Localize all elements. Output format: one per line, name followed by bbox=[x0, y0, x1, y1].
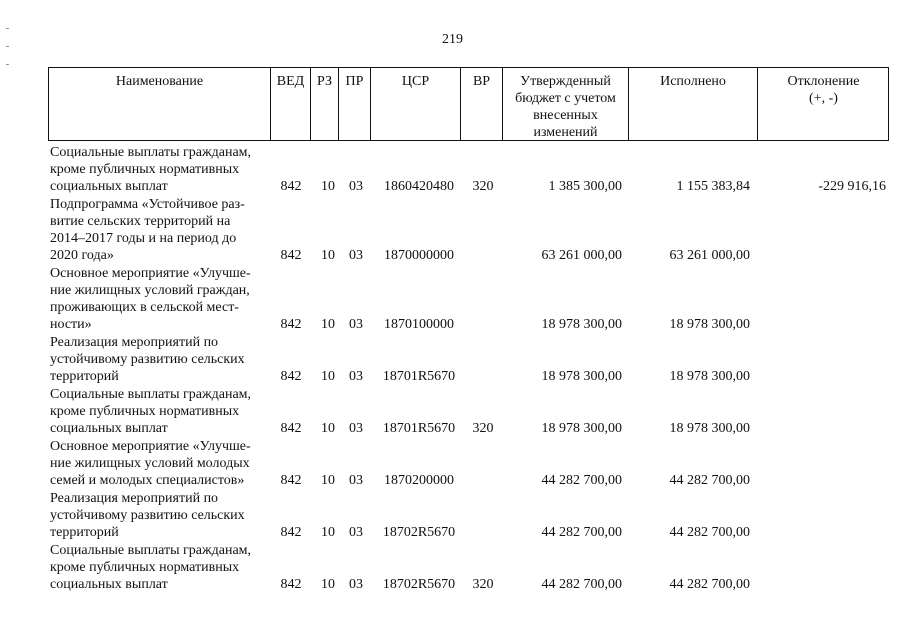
table-row bbox=[48, 542, 889, 593]
row-ved: 842 bbox=[280, 369, 302, 384]
header-budget bbox=[503, 68, 629, 140]
row-pr: 03 bbox=[349, 248, 363, 263]
row-name-line: ние жилищных условий граждан, bbox=[50, 283, 250, 298]
row-executed: 44 282 700,00 bbox=[669, 577, 750, 592]
table-row bbox=[48, 386, 889, 437]
row-name-line: семей и молодых специалистов» bbox=[50, 473, 245, 488]
row-name-line: социальных выплат bbox=[50, 577, 168, 592]
row-pr: 03 bbox=[349, 473, 363, 488]
row-ved: 842 bbox=[280, 179, 302, 194]
row-name-line: проживающих в сельской мест- bbox=[50, 300, 239, 315]
header-pr: ПР bbox=[339, 68, 371, 140]
row-deviation: -229 916,16 bbox=[818, 179, 886, 194]
header-rz: РЗ bbox=[311, 68, 339, 140]
row-name bbox=[50, 542, 272, 593]
row-executed: 44 282 700,00 bbox=[669, 473, 750, 488]
row-budget: 18 978 300,00 bbox=[541, 317, 622, 332]
header-ved: ВЕД bbox=[271, 68, 311, 140]
header-executed: Исполнено bbox=[629, 68, 758, 140]
row-budget: 44 282 700,00 bbox=[541, 525, 622, 540]
row-name-line: кроме публичных нормативных bbox=[50, 162, 240, 177]
table-header bbox=[48, 67, 889, 141]
row-name-line: ности» bbox=[50, 317, 92, 332]
row-pr: 03 bbox=[349, 577, 363, 592]
row-csr: 1870100000 bbox=[384, 317, 454, 332]
table-row bbox=[48, 334, 889, 385]
header-deviation bbox=[758, 68, 889, 140]
header-name: Наименование bbox=[49, 68, 271, 140]
row-name-line: Реализация мероприятий по bbox=[50, 335, 219, 350]
row-ved: 842 bbox=[280, 577, 302, 592]
margin-mark bbox=[6, 46, 9, 47]
row-executed: 1 155 383,84 bbox=[676, 179, 750, 194]
row-name-line: ние жилищных условий молодых bbox=[50, 456, 250, 471]
row-name-line: Основное мероприятие «Улучше- bbox=[50, 266, 251, 281]
row-rz: 10 bbox=[321, 473, 335, 488]
row-name-line: территорий bbox=[50, 369, 119, 384]
header-budget-line: изменений bbox=[533, 125, 598, 140]
row-name-line: Социальные выплаты гражданам, bbox=[50, 145, 252, 160]
row-csr: 18701R5670 bbox=[382, 421, 456, 436]
row-rz: 10 bbox=[321, 421, 335, 436]
row-ved: 842 bbox=[280, 473, 302, 488]
row-rz: 10 bbox=[321, 317, 335, 332]
margin-mark bbox=[6, 28, 9, 29]
row-name-line: Основное мероприятие «Улучше- bbox=[50, 439, 251, 454]
row-budget: 1 385 300,00 bbox=[548, 179, 622, 194]
row-name-line: витие сельских территорий на bbox=[50, 214, 231, 229]
row-name-line: Реализация мероприятий по bbox=[50, 491, 219, 506]
header-budget-line: бюджет с учетом bbox=[515, 91, 616, 106]
row-executed: 63 261 000,00 bbox=[669, 248, 750, 263]
row-pr: 03 bbox=[349, 421, 363, 436]
row-budget: 44 282 700,00 bbox=[541, 473, 622, 488]
row-ved: 842 bbox=[280, 421, 302, 436]
row-executed: 18 978 300,00 bbox=[669, 369, 750, 384]
row-rz: 10 bbox=[321, 248, 335, 263]
header-budget-line: Утвержденный bbox=[520, 74, 611, 89]
row-budget: 18 978 300,00 bbox=[541, 421, 622, 436]
row-executed: 18 978 300,00 bbox=[669, 317, 750, 332]
row-csr: 18701R5670 bbox=[382, 369, 456, 384]
row-name-line: 2014–2017 годы и на период до bbox=[50, 231, 237, 246]
row-vr: 320 bbox=[472, 179, 494, 194]
row-executed: 44 282 700,00 bbox=[669, 525, 750, 540]
row-csr: 18702R5670 bbox=[382, 525, 456, 540]
row-vr: 320 bbox=[472, 577, 494, 592]
row-budget: 18 978 300,00 bbox=[541, 369, 622, 384]
row-name-line: Социальные выплаты гражданам, bbox=[50, 387, 252, 402]
row-name-line: устойчивому развитию сельских bbox=[50, 508, 245, 523]
row-name-line: 2020 года» bbox=[50, 248, 114, 263]
page-number: 219 bbox=[442, 32, 463, 47]
row-ved: 842 bbox=[280, 248, 302, 263]
row-name-line: устойчивому развитию сельских bbox=[50, 352, 245, 367]
table-row bbox=[48, 144, 889, 195]
row-pr: 03 bbox=[349, 525, 363, 540]
row-ved: 842 bbox=[280, 525, 302, 540]
row-name bbox=[50, 196, 272, 264]
row-name-line: кроме публичных нормативных bbox=[50, 560, 240, 575]
row-budget: 44 282 700,00 bbox=[541, 577, 622, 592]
row-csr: 18702R5670 bbox=[382, 577, 456, 592]
row-csr: 1860420480 bbox=[384, 179, 454, 194]
row-executed: 18 978 300,00 bbox=[669, 421, 750, 436]
row-name bbox=[50, 334, 272, 385]
row-rz: 10 bbox=[321, 525, 335, 540]
row-name-line: территорий bbox=[50, 525, 119, 540]
table-row bbox=[48, 196, 889, 264]
row-name-line: кроме публичных нормативных bbox=[50, 404, 240, 419]
row-name-line: социальных выплат bbox=[50, 179, 168, 194]
header-budget-line: внесенных bbox=[533, 108, 598, 123]
row-name bbox=[50, 438, 272, 489]
table-row bbox=[48, 438, 889, 489]
row-ved: 842 bbox=[280, 317, 302, 332]
row-name-line: социальных выплат bbox=[50, 421, 168, 436]
row-name bbox=[50, 490, 272, 541]
table-row bbox=[48, 490, 889, 541]
row-name-line: Подпрограмма «Устойчивое раз- bbox=[50, 197, 245, 212]
row-pr: 03 bbox=[349, 179, 363, 194]
margin-mark bbox=[6, 64, 9, 65]
header-csr: ЦСР bbox=[371, 68, 461, 140]
table-row bbox=[48, 265, 889, 333]
row-name bbox=[50, 386, 272, 437]
row-pr: 03 bbox=[349, 317, 363, 332]
row-csr: 1870000000 bbox=[384, 248, 454, 263]
row-budget: 63 261 000,00 bbox=[541, 248, 622, 263]
header-deviation-line: Отклонение bbox=[787, 74, 860, 89]
row-rz: 10 bbox=[321, 577, 335, 592]
row-vr: 320 bbox=[472, 421, 494, 436]
row-name-line: Социальные выплаты гражданам, bbox=[50, 543, 252, 558]
header-deviation-line: (+, -) bbox=[809, 91, 838, 106]
row-rz: 10 bbox=[321, 369, 335, 384]
row-csr: 1870200000 bbox=[384, 473, 454, 488]
row-pr: 03 bbox=[349, 369, 363, 384]
row-name bbox=[50, 265, 272, 333]
row-name bbox=[50, 144, 272, 195]
header-vr: ВР bbox=[461, 68, 503, 140]
row-rz: 10 bbox=[321, 179, 335, 194]
